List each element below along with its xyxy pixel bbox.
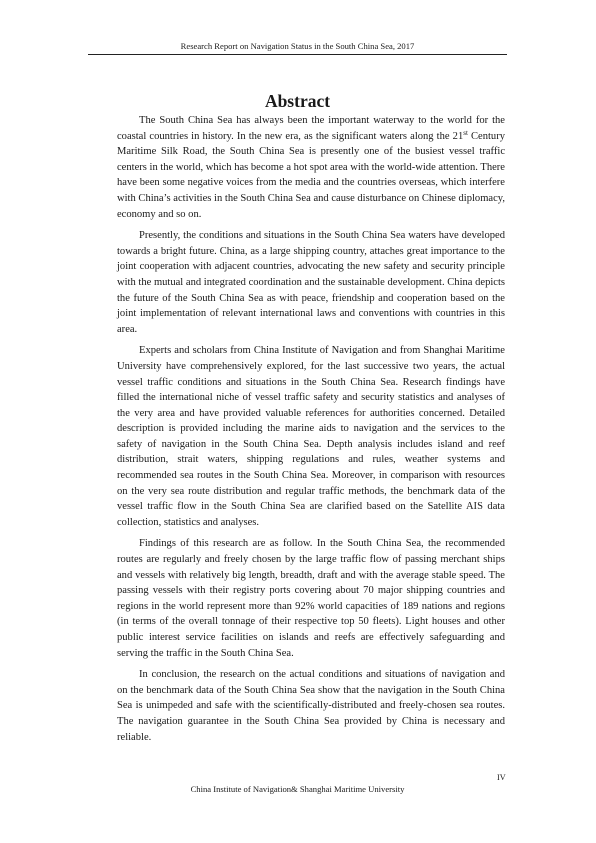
header-rule [88,54,507,55]
superscript-ordinal: st [463,128,468,137]
paragraph-present-conditions: Presently, the conditions and situations in the South China Sea waters have developed towards a bright future. China, as a large shipping country, attaches great importance to the joint cooperation with adjacent countries, advocating the new safety and security principle with the mutual and integrated coordination and the sustainable development. China depicts the future of the South China Sea as with peace, friendship and cooperation based on the joint implementation of relevant international laws and conventions with countries in this area. [117,230,505,335]
running-header: Research Report on Navigation Status in the South China Sea, 2017 [180,41,415,51]
running-footer: China Institute of Navigation& Shanghai Maritime University [190,784,405,794]
paragraph-intro: The South China Sea has always been the important waterway to the world for the coastal countries in history. In the new era, as the significant waters along the 21st Century Maritime Silk Road, the South China Sea is presently one of the busiest vessel traffic centers in the world, which has become a hot spot area with the world-wide attention. There have been some negative voices from the media and the countries overseas, which interfere with China’s activities in the South China Sea and cause disturbance on Chinese diplomacy, economy and so on. [117,115,505,220]
paragraph-findings: Findings of this research are as follow. In the South China Sea, the recommended routes are regularly and freely chosen by the large traffic flow of passing merchant ships and vessels with relatively big length, breadth, draft and with the average stable speed. The passing vessels with their registry ports covering about 70 major shipping countries and regions in the world represent more than 92% world capacities of 189 nations and regions (in terms of the overall tonnage of their respective top 50 fleets). Light houses and other public interest service facilities on islands and reefs are effectively safeguarding and serving the traffic in the South China Sea. [117,538,505,659]
page-number: IV [497,773,506,782]
paragraph-research-scope: Experts and scholars from China Institute of Navigation and from Shanghai Maritime University have comprehensively explored, for the last successive two years, the actual vessel traffic conditions and situations in the South China Sea. Research findings have filled the international niche of vessel traffic safety and security statistics and analyses of the very area and have provided valuable references for authorities concerned. Detailed description is provided including the marine aids to navigation and the services to the safety of navigation in the South China Sea. Depth analysis includes island and reef distribution, strait waters, shipping regulations and rules, weather systems and recommended sea routes in the South China Sea. Moreover, in comparison with resources on the very sea route distribution and regular traffic methods, the benchmark data of the vessel traffic flow in the South China Sea are clarified based on the Satellite AIS data collection, statistics and analyses. [117,345,505,528]
page-title: Abstract [264,90,331,111]
paragraph-conclusion: In conclusion, the research on the actual conditions and situations of navigation and on the benchmark data of the South China Sea show that the navigation in the South China Sea is unimpeded and safe with the scientifically-distributed and freely-chosen sea routes. The navigation guarantee in the South China Sea provided by China is necessary and reliable. [117,669,505,743]
abstract-body [117,113,505,745]
